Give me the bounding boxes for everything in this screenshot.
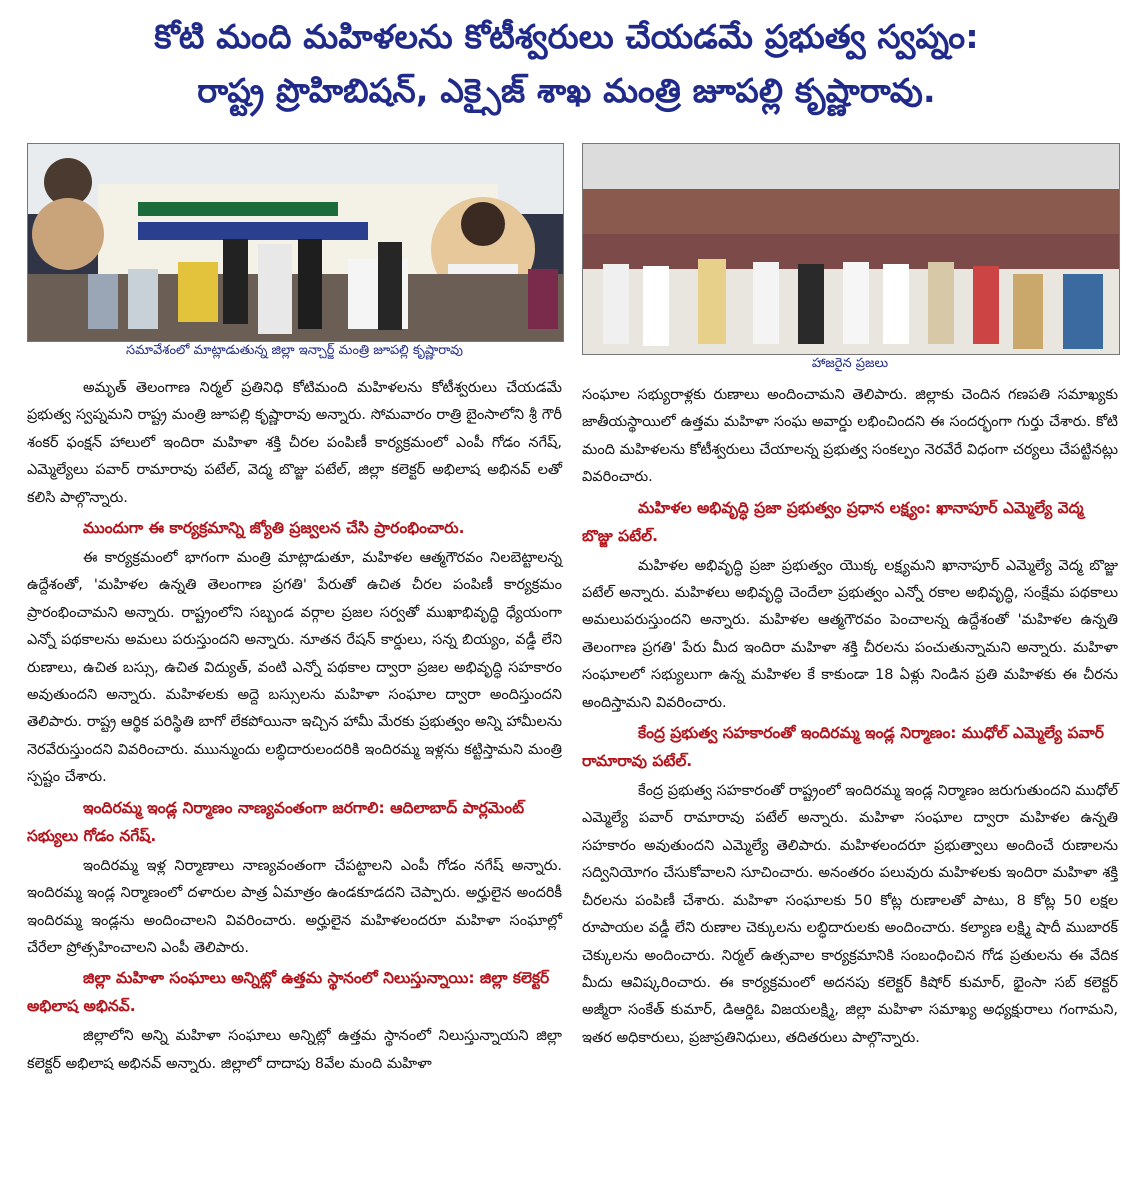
subheading: ముందుగా ఈ కార్యక్రమాన్ని జ్యోతి ప్రజ్వలన చేసి ప్రారంభించారు. xyxy=(83,519,465,538)
subheading: కేంద్ర ప్రభుత్వ సహకారంతో ఇందిరమ్మ ఇండ్ల నిర్మాణం: ముధోల్ ఎమ్మెల్యే పవార్ రామారావు పటేల్. xyxy=(582,724,1104,771)
left-column xyxy=(27,375,562,1078)
article-paragraph: కేంద్ర ప్రభుత్వ సహకారంతో రాష్ట్రంలో ఇందిరమ్మ ఇండ్ల నిర్మాణం జరుగుతుందని ముధోల్ ఎమ్మెల్యే పవార్ రామారావు పటేల్ అన్నారు. మహిళా సంఘాల ద్వారా మహిళల ఉన్నతి సహకారం అవుతుందని ఎమ్మెల్యే తెలిపారు. మహిళలందరూ ప్రభుత్వాలు అందించే రుణాలను సద్వినియోగం చేసుకోవాలని సూచించారు. అనంతరం పలువురు మహిళలకు ఇందిరా మహిళా శక్తి చీరలను పంపిణీ చేశారు. మహిళా సంఘాలకు 50 కోట్ల రుణాలతో పాటు, 8 కోట్ల 50 లక్షల రూపాయల వడ్డీ లేని రుణాల చెక్కులను లబ్ధిదారులకు అందించారు. కల్యాణ లక్ష్మి షాదీ ముబారక్ చెక్కులను అందించారు. నిర్మల్ ఉత్సవాల కార్యక్రమానికి సంబంధించిన గోడ ప్రతులను ఈ వేదిక మీదు ఆవిష్కరించారు. ఈ కార్యక్రమంలో అదనపు కలెక్టర్ కిషోర్ కుమార్, భైంసా సబ్ కలెక్టర్ అజ్మీరా సంకేత్ కుమార్, డిఆర్డిఓ విజయలక్ష్మి, జిల్లా మహిళా సమాఖ్య అధ్యక్షురాలు గంగామని, ఇతర అధికారులు, ప్రజాప్రతినిధులు, తదితరులు పాల్గొన్నారు. xyxy=(582,783,1118,1046)
crowd-photo-caption: హాజరైన ప్రజలు xyxy=(811,356,889,371)
article-paragraph: జిల్లాలోని అన్ని మహిళా సంఘాలు అన్నిట్లో ఉత్తమ స్థానంలో నిలుస్తున్నాయని జిల్లా కలెక్టర్ అభిలాష అభినవ్ అన్నారు. జిల్లాలో దాదాపు 8వేల మంది మహిళా xyxy=(27,1028,562,1072)
headline-line-1: కోటి మంది మహిళలను కోటీశ్వరులు చేయడమే ప్రభుత్వ స్వప్నం: xyxy=(154,17,979,56)
article-paragraph: అమృత్ తెలంగాణ నిర్మల్ ప్రతినిధి కోటిమంది మహిళలను కోటీశ్వరులు చేయడమే ప్రభుత్వ స్వప్నమని రాష్ట్ర మంత్రి జూపల్లి కృష్ణారావు అన్నారు. సోమవారం రాత్రి బైంసాలోని శ్రీ గౌరీ శంకర్ ఫంక్షన్ హాలులో ఇందిరా మహిళా శక్తి చీరల పంపిణీ కార్యక్రమంలో ఎంపీ గోడం నగేష్, ఎమ్మెల్యేలు పవార్ రామారావు పటేల్, వెద్మ బొజ్జు పటేల్, జిల్లా కలెక్టర్ అభిలాష అభినవ్ లతో కలిసి పాల్గొన్నారు. xyxy=(27,380,562,506)
subheading: జిల్లా మహిళా సంఘాలు అన్నిట్లో ఉత్తమ స్థానంలో నిలుస్తున్నాయి: జిల్లా కలెక్టర్ అభిలాష అభినవ్. xyxy=(27,969,550,1016)
headline-line-2: రాష్ట్ర ప్రొహిబిషన్, ఎక్సైజ్ శాఖ మంత్రి జూపల్లి కృష్ణారావు. xyxy=(197,71,936,110)
article-paragraph: మహిళల అభివృద్ధి ప్రజా ప్రభుత్వం యొక్క లక్ష్యమని ఖానాపూర్ ఎమ్మెల్యే వెద్మ బొజ్జు పటేల్ అన్నారు. మహిళలు అభివృద్ధి చెందేలా ప్రభుత్వం ఎన్నో రకాల అభివృద్ధి, సంక్షేమ పథకాలు అమలుపరుస్తుందని అన్నారు. మహిళల ఆత్మగౌరవం పెంచాలన్న ఉద్దేశంతో 'మహిళల ఉన్నతి తెలంగాణ ప్రగతి' పేరు మీద ఇందిరా మహిళా శక్తి చీరలను పంచుతున్నామని అన్నారు. మహిళా సంఘాలలో సభ్యులుగా ఉన్న మహిళల కే కాకుండా 18 ఏళ్లు నిండిన ప్రతి మహిళకు ఈ చీరను అందిస్తామని వివరించారు. xyxy=(582,557,1118,711)
article-paragraph: సంఘాల సభ్యురాళ్లకు రుణాలు అందించామని తెలిపారు. జిల్లాకు చెందిన గణపతి సమాఖ్యకు జాతీయస్థాయిలో ఉత్తమ మహిళా సంఘ అవార్డు లభించిందని ఈ సందర్భంగా గుర్తు చేశారు. కోటి మంది మహిళలను కోటీశ్వరులు చేయాలన్న ప్రభుత్వ సంకల్పం నెరవేరే విధంగా చర్యలు చేపట్టినట్లు వివరించారు. xyxy=(582,387,1118,486)
subheading: ఇందిరమ్మ ఇండ్ల నిర్మాణం నాణ్యవంతంగా జరగాలి: ఆదిలాబాద్ పార్లమెంట్ సభ్యులు గోడం నగేష్. xyxy=(27,798,525,845)
subheading: మహిళల అభివృద్ధి ప్రజా ప్రభుత్వం ప్రధాన లక్ష్యం: ఖానాపూర్ ఎమ్మెల్యే వెద్మ బొజ్జు పటేల్. xyxy=(582,498,1084,545)
right-column xyxy=(582,382,1118,1052)
headline xyxy=(0,10,1133,118)
crowd-photo xyxy=(582,143,1120,355)
stage-photo-caption: సమావేశంలో మాట్లాడుతున్న జిల్లా ఇన్చార్జ్ మంత్రి జూపల్లి కృష్ణారావు xyxy=(126,343,463,358)
article-paragraph: ఇందిరమ్మ ఇళ్ల నిర్మాణాలు నాణ్యవంతంగా చేపట్టాలని ఎంపీ గోడం నగేష్ అన్నారు. ఇందిరమ్మ ఇండ్ల నిర్మాణంలో దళారుల పాత్ర ఏమాత్రం ఉండకూడదని చెప్పారు. అర్హులైన అందరికీ ఇందిరమ్మ ఇండ్లను అందించాలని వివరించారు. అర్హులైన మహిళలందరూ మహిళా సంఘాల్లో చేరేలా ప్రోత్సహించాలని ఎంపీ తెలిపారు. xyxy=(27,857,562,956)
stage-photo xyxy=(27,143,564,342)
article-paragraph: ఈ కార్యక్రమంలో భాగంగా మంత్రి మాట్లాడుతూ, మహిళల ఆత్మగౌరవం నిలబెట్టాలన్న ఉద్దేశంతో, 'మహిళల ఉన్నతి తెలంగాణ ప్రగతి' పేరుతో ఉచిత చీరల పంపిణీ కార్యక్రమం ప్రారంభించామని అన్నారు. రాష్ట్రంలోని సబ్బండ వర్గాల ప్రజల సర్వతో ముఖాభివృద్ధి ధ్యేయంగా ఎన్నో పథకాలను అమలు పరుస్తుందని అన్నారు. నూతన రేషన్ కార్డులు, సన్న బియ్యం, వడ్డీ లేని రుణాలు, ఉచిత బస్సు, ఉచిత విద్యుత్, వంటి ఎన్నో పథకాల ద్వారా ప్రజల అభివృద్ధి సహకారం అవుతుందని అన్నారు. మహిళలకు అద్దె బస్సులను మహిళా సంఘాల ద్వారా అందిస్తుందని తెలిపారు. రాష్ట్ర ఆర్థిక పరిస్థితి బాగో లేకపోయినా ఇచ్చిన హామీ మేరకు ప్రభుత్వం అన్ని హామీలను నెరవేరుస్తుందని వివరించారు. ముున్ముందు లబ్ధిదారులందరికి ఇందిరమ్మ ఇళ్లను కట్టిస్తామని మంత్రి స్పష్టం చేశారు. xyxy=(27,550,562,786)
